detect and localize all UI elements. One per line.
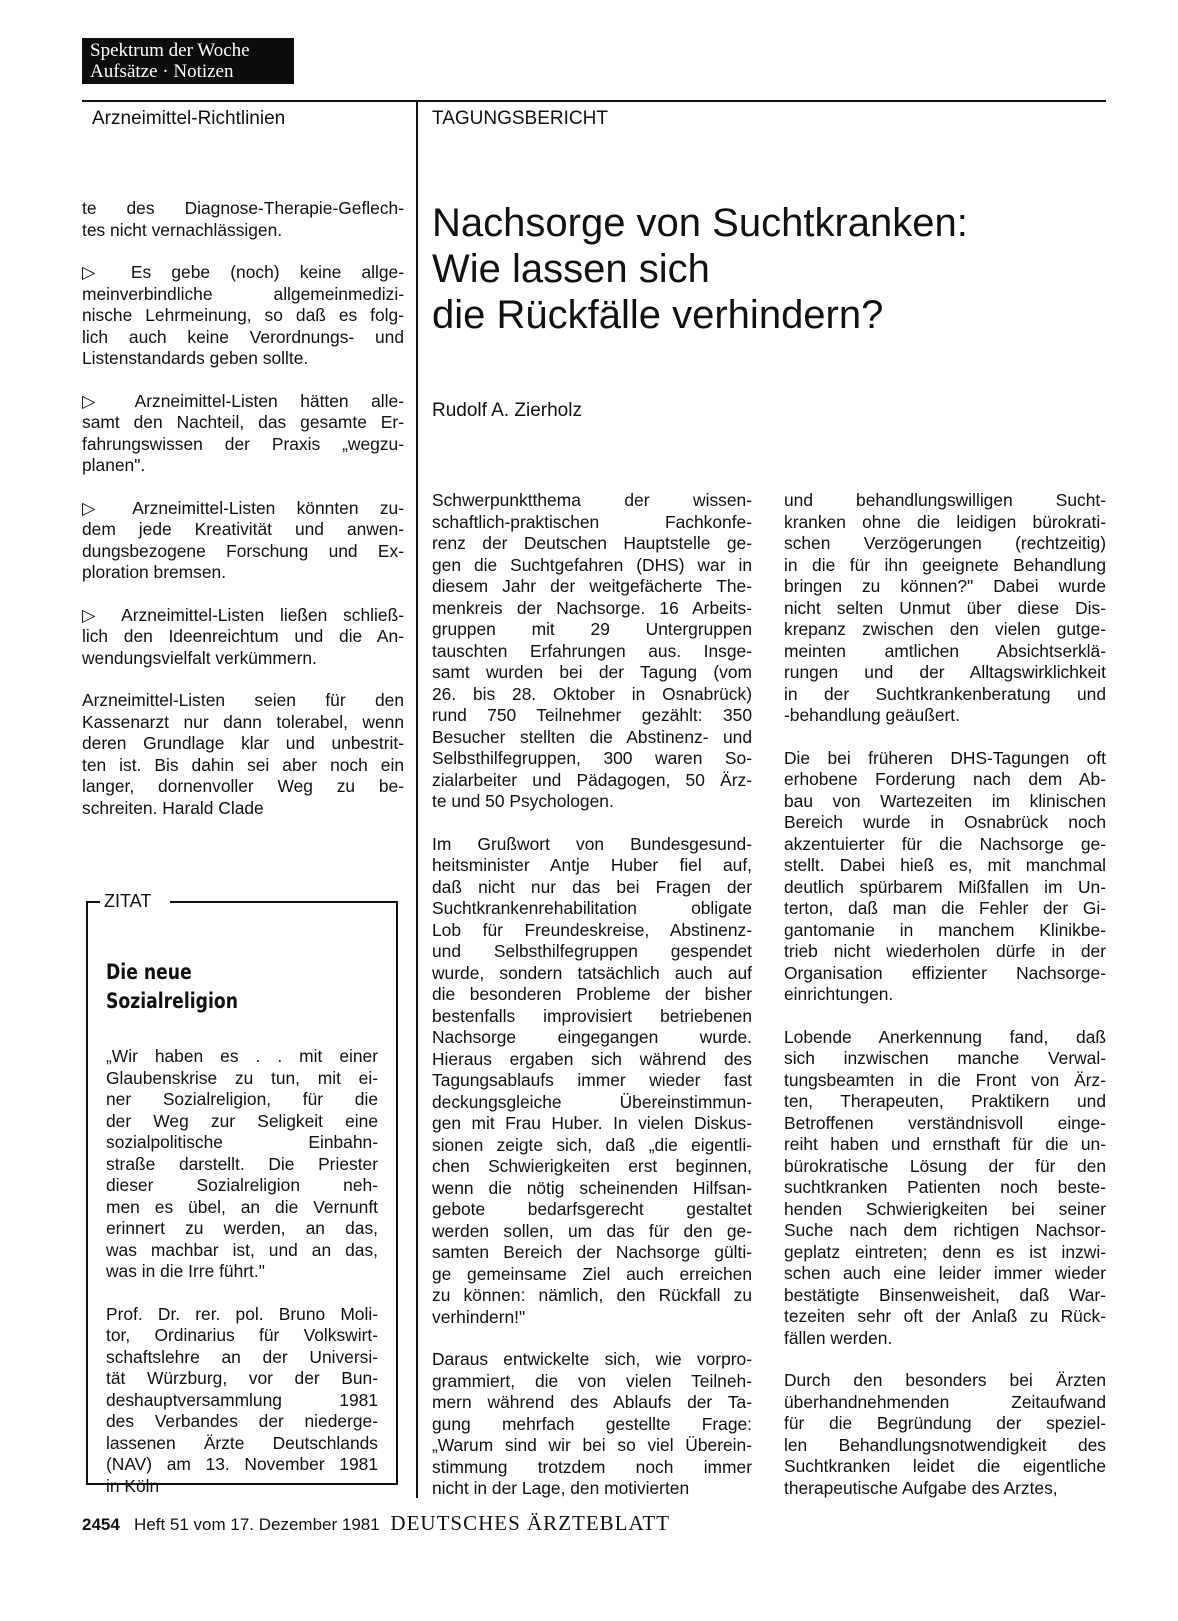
text-line: bürokratische Lösung der für den <box>784 1155 1106 1176</box>
text-line: stellt. Dabei hieß es, mit manchmal <box>784 855 1106 875</box>
text-line: sich inzwischen manche Verwal- <box>784 1048 1106 1068</box>
headline-line-1: Nachsorge von Suchtkranken: <box>432 201 968 245</box>
text-line: grammiert, die von vielen Teilneh- <box>432 1370 752 1391</box>
text-line: planen". <box>82 455 146 475</box>
paragraph <box>784 748 1106 1006</box>
text-line: te und 50 Psychologen. <box>432 791 614 811</box>
paragraph <box>784 1370 1106 1499</box>
text-line: (NAV) am 13. November 1981 <box>106 1454 378 1474</box>
text-line: Glaubenskrise zu tun, mit ei- <box>106 1067 378 1088</box>
text-line: ploration bremsen. <box>82 562 227 582</box>
text-line: meinten amtlichen Absichtserklä- <box>784 640 1106 661</box>
text-line: dem jede Kreativität und anwen- <box>82 519 404 539</box>
zitat-title-line-1: Die neue <box>106 960 192 984</box>
zitat-title-line-2: Sozialreligion <box>106 989 238 1013</box>
text-line: tezeiten sehr oft der Anlaß zu Rück- <box>784 1306 1106 1326</box>
text-line: ten ist. Bis dahin sei aber noch ein <box>82 754 404 775</box>
text-line: deckungsgleiche Übereinstimmun- <box>432 1091 752 1112</box>
section-label-right: TAGUNGSBERICHT <box>432 108 608 129</box>
text-line: lich den Ideenreichtum und die An- <box>82 626 404 646</box>
masthead-line-1: Spektrum der Woche <box>90 40 250 61</box>
text-line: mern während des Ablaufs der Ta- <box>432 1392 752 1412</box>
text-line: zialarbeiter und Pädagogen, 50 Ärz- <box>432 769 752 790</box>
text-line: menkreis der Nachsorge. 16 Arbeits- <box>432 597 752 618</box>
text-line: men es übel, an die Vernunft <box>106 1196 378 1217</box>
text-line: lich auch keine Verordnungs- und <box>82 326 404 347</box>
text-line: renz der Deutschen Hauptstelle ge- <box>432 533 752 553</box>
text-line: sozialpolitische Einbahn- <box>106 1132 378 1152</box>
text-line: ▷ Arzneimittel-Listen ließen schließ- <box>82 604 404 625</box>
text-line: terton, daß man die Fehler der Gi- <box>784 898 1106 918</box>
article-author: Rudolf A. Zierholz <box>432 400 582 421</box>
text-line: Lobende Anerkennung fand, daß <box>784 1026 1106 1047</box>
text-line: ner Sozialreligion, für die <box>106 1089 378 1109</box>
text-line: ▷ Arzneimittel-Listen könnten zu- <box>82 497 404 518</box>
text-line: und Selbsthilfegruppen gespendet <box>432 941 752 961</box>
page-number: 2454 <box>82 1515 120 1534</box>
text-line: schen Verzögerungen (rechtzeitig) <box>784 533 1106 553</box>
text-line: Suche nach dem richtigen Nachsor- <box>784 1220 1106 1240</box>
text-line: und behandlungswilligen Sucht- <box>784 490 1106 510</box>
text-line: gruppen mit 29 Untergruppen <box>432 619 752 639</box>
text-line: Suchtkrankenrehabilitation obligate <box>432 898 752 918</box>
text-line: deren Grundlage klar und unbestrit- <box>82 733 404 753</box>
text-line: verhindern!" <box>432 1306 526 1327</box>
text-line: gebote bedarfsgerecht gestaltet <box>432 1199 752 1219</box>
masthead <box>82 38 294 84</box>
text-line: schen auch eine leider immer wieder <box>784 1263 1106 1283</box>
text-line: stimmung trotzdem noch immer <box>432 1456 752 1477</box>
article-right-column <box>784 490 1106 1499</box>
text-line: bestenfalls improvisiert betriebenen <box>432 1005 752 1026</box>
text-line: bau von Wartezeiten im klinischen <box>784 790 1106 811</box>
text-line: tes nicht vernachlässigen. <box>82 219 283 240</box>
text-line: wurde, sondern tatsächlich auch auf <box>432 962 752 983</box>
article-headline <box>432 200 1092 338</box>
text-line: „Wir haben es . . mit einer <box>106 1046 378 1066</box>
text-line: für die Begründung der speziel- <box>784 1413 1106 1433</box>
text-line: samt den Nachteil, das gesamte Er- <box>82 412 404 432</box>
text-line: nicht in der Lage, den motivierten <box>432 1478 690 1498</box>
text-line: Organisation effizienter Nachsorge- <box>784 962 1106 983</box>
paragraph <box>106 1304 378 1498</box>
page-footer <box>82 1512 670 1536</box>
text-line: diesem Jahr der weitgefächerte The- <box>432 576 752 596</box>
text-line: deshauptversammlung 1981 <box>106 1389 378 1410</box>
text-line: daß nicht nur das bei Fragen der <box>432 876 752 897</box>
text-line: Besucher stellten die Abstinenz- und <box>432 726 752 747</box>
text-line: die besonderen Probleme der bisher <box>432 984 752 1004</box>
section-label-left: Arzneimittel-Richtlinien <box>92 108 286 129</box>
text-line: kranken ohne die leidigen bürokrati- <box>784 511 1106 532</box>
text-line: Prof. Dr. rer. pol. Bruno Moli- <box>106 1303 378 1324</box>
text-line: überhandnehmenden Zeitaufwand <box>784 1391 1106 1412</box>
text-line: Bereich wurde in Osnabrück noch <box>784 812 1106 832</box>
text-line: wenn die nötig scheinenden Hilfsan- <box>432 1177 752 1198</box>
paragraph <box>784 490 1106 727</box>
text-line: ge gemeinsame Ziel auch erreichen <box>432 1263 752 1284</box>
paragraph <box>106 1046 378 1283</box>
text-line: langer, dornenvoller Weg zu be- <box>82 776 404 796</box>
text-line: bestätigte Binsenweisheit, daß War- <box>784 1284 1106 1305</box>
text-line: samten Bereich der Nachsorge gülti- <box>432 1242 752 1262</box>
text-line: in die für ihn geeignete Behandlung <box>784 554 1106 575</box>
text-line: des Verbandes der niederge- <box>106 1411 378 1431</box>
zitat-box-top-rule-left <box>86 901 100 903</box>
paragraph <box>82 605 404 670</box>
text-line: tät Würzburg, vor der Bun- <box>106 1368 378 1388</box>
text-line: Lob für Freundeskreise, Abstinenz- <box>432 919 752 940</box>
zitat-title <box>106 958 238 1016</box>
masthead-line-2: Aufsätze · Notizen <box>90 61 234 82</box>
text-line: Selbsthilfegruppen, 300 waren So- <box>432 748 752 768</box>
text-line: Arzneimittel-Listen seien für den <box>82 690 404 710</box>
text-line: Nachsorge eingegangen wurde. <box>432 1027 752 1047</box>
text-line: Hieraus ergaben sich während des <box>432 1048 752 1069</box>
text-line: Schwerpunktthema der wissen- <box>432 490 752 510</box>
text-line: der Weg zur Seligkeit eine <box>106 1110 378 1131</box>
headline-line-2: Wie lassen sich <box>432 247 710 291</box>
text-line: schaftlich-praktischen Fachkonfe- <box>432 511 752 532</box>
zitat-body-text <box>106 1046 378 1497</box>
paragraph <box>432 834 752 1329</box>
text-line: schaftslehre an der Universi- <box>106 1346 378 1367</box>
zitat-label: ZITAT <box>104 891 152 911</box>
text-line: ▷ Arzneimittel-Listen hätten alle- <box>82 390 404 411</box>
paragraph <box>82 498 404 584</box>
text-line: nicht selten Unmut über diese Dis- <box>784 597 1106 618</box>
text-line: len Behandlungsnotwendigkeit des <box>784 1434 1106 1455</box>
text-line: tor, Ordinarius für Volkswirt- <box>106 1325 378 1345</box>
text-line: gen mit Frau Huber. In vielen Diskus- <box>432 1113 752 1133</box>
text-line: sionen zeigte sich, daß „die eigentli- <box>432 1134 752 1155</box>
text-line: in Köln <box>106 1475 160 1496</box>
text-line: werden sollen, um das für den ge- <box>432 1220 752 1241</box>
text-line: Durch den besonders bei Ärzten <box>784 1370 1106 1390</box>
text-line: was machbar ist, und an das, <box>106 1239 378 1260</box>
text-line: Kassenarzt nur dann tolerabel, wenn <box>82 711 404 732</box>
text-line: meinverbindliche allgemeinmedizi- <box>82 283 404 304</box>
text-line: schreiten. Harald Clade <box>82 797 264 818</box>
article-middle-column <box>432 490 752 1500</box>
issue-info: Heft 51 vom 17. Dezember 1981 <box>134 1515 380 1534</box>
text-line: dungsbezogene Forschung und Ex- <box>82 540 404 561</box>
column-divider <box>416 100 418 1498</box>
text-line: Die bei früheren DHS-Tagungen oft <box>784 747 1106 768</box>
text-line: nische Lehrmeinung, so daß es folg- <box>82 305 404 325</box>
text-line: bringen zu können?" Dabei wurde <box>784 576 1106 596</box>
paragraph <box>82 690 404 819</box>
text-line: straße darstellt. Die Priester <box>106 1153 378 1174</box>
text-line: Suchtkranken leidet die eigentliche <box>784 1456 1106 1476</box>
journal-name: DEUTSCHES ÄRZTEBLATT <box>390 1511 670 1535</box>
text-line: lassenen Ärzte Deutschlands <box>106 1432 378 1453</box>
text-line: erinnert zu werden, an das, <box>106 1218 378 1238</box>
text-line: Tagungsablaufs immer wieder fast <box>432 1070 752 1090</box>
text-line: Listenstandards geben sollte. <box>82 348 309 368</box>
text-line: was in die Irre führt." <box>106 1261 265 1281</box>
paragraph <box>82 198 404 241</box>
text-line: geplatz eintreten; denn es ist inzwi- <box>784 1241 1106 1262</box>
text-line: krepanz zwischen den vielen gutge- <box>784 619 1106 639</box>
paragraph <box>82 391 404 477</box>
text-line: dieser Sozialreligion neh- <box>106 1175 378 1195</box>
text-line: einrichtungen. <box>784 984 894 1004</box>
left-column-text <box>82 198 404 819</box>
text-line: wendungsvielfalt verkümmern. <box>82 647 317 668</box>
text-line: in der Suchtkrankenberatung und <box>784 683 1106 704</box>
text-line: Daraus entwickelte sich, wie vorpro- <box>432 1349 752 1369</box>
paragraph <box>432 490 752 813</box>
text-line: ten, Therapeuten, Praktikern und <box>784 1091 1106 1111</box>
text-line: fällen werden. <box>784 1327 893 1348</box>
zitat-box-top-rule-right <box>170 901 398 903</box>
text-line: tungsbeamten in die Front von Ärz- <box>784 1069 1106 1090</box>
text-line: -behandlung geäußert. <box>784 705 960 725</box>
text-line: tauschten Erfahrungen aus. Insge- <box>432 640 752 661</box>
text-line: henden Schwierigkeiten bei seiner <box>784 1198 1106 1219</box>
text-line: gantomanie in manchem Klinikbe- <box>784 919 1106 940</box>
paragraph <box>784 1027 1106 1350</box>
text-line: rungen und der Alltagswirklichkeit <box>784 662 1106 682</box>
text-line: heitsminister Antje Huber fiel auf, <box>432 855 752 875</box>
text-line: zu können: nämlich, den Rückfall zu <box>432 1285 752 1305</box>
text-line: te des Diagnose-Therapie-Geflech- <box>82 198 404 218</box>
paragraph <box>432 1349 752 1500</box>
text-line: therapeutische Aufgabe des Arztes, <box>784 1477 1058 1498</box>
text-line: ▷ Es gebe (noch) keine allge- <box>82 262 404 282</box>
text-line: fahrungswissen der Praxis „wegzu- <box>82 433 404 454</box>
text-line: gen die Suchtgefahren (DHS) war in <box>432 554 752 575</box>
text-line: 26. bis 28. Oktober in Osnabrück) <box>432 683 752 704</box>
text-line: Betroffenen verständnisvoll einge- <box>784 1112 1106 1133</box>
text-line: chen Schwierigkeiten erst beginnen, <box>432 1156 752 1176</box>
text-line: gung mehrfach gestellte Frage: <box>432 1413 752 1434</box>
text-line: „Warum sind wir bei so viel Überein- <box>432 1435 752 1455</box>
text-line: erhobene Forderung nach dem Ab- <box>784 769 1106 789</box>
text-line: rund 750 Teilnehmer gezählt: 350 <box>432 705 752 725</box>
text-line: trieb nicht wiederholen dürfe in der <box>784 941 1106 961</box>
text-line: suchtkranken Patienten noch beste- <box>784 1177 1106 1197</box>
headline-line-3: die Rückfälle verhindern? <box>432 293 884 337</box>
text-line: Im Grußwort von Bundesgesund- <box>432 833 752 854</box>
text-line: deutlich spürbarem Mißfallen im Un- <box>784 876 1106 897</box>
text-line: samt wurden bei der Tagung (vom <box>432 662 752 682</box>
text-line: reiht haben und ernsthaft für die un- <box>784 1134 1106 1154</box>
top-rule <box>82 100 1106 102</box>
paragraph <box>82 262 404 370</box>
text-line: akzentuierter für die Nachsorge ge- <box>784 833 1106 854</box>
